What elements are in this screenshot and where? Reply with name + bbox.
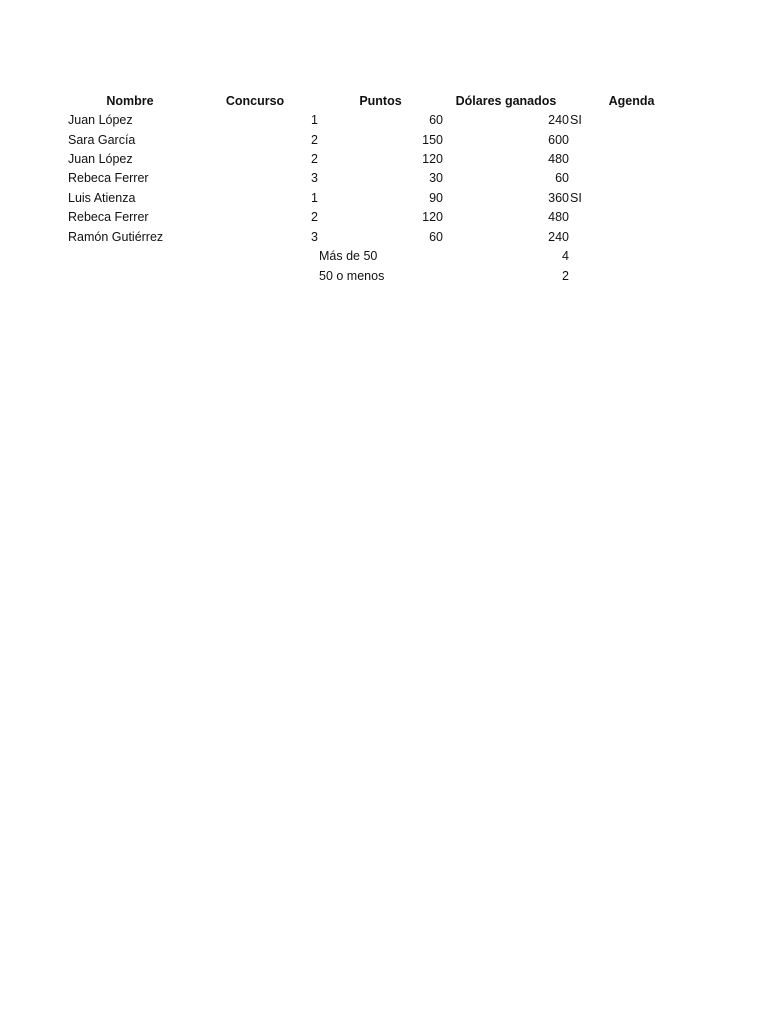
cell-dolares: 240 [548,230,569,244]
cell-agenda [569,207,695,227]
cell-concurso: 1 [311,113,318,127]
summary-label: 50 o menos [319,269,385,283]
header-dolares: Dólares ganados [455,94,557,108]
cell-puntos: 30 [429,171,443,185]
summary-row [0,246,768,266]
cell-dolares: 480 [548,152,569,166]
header-agenda: Agenda [608,94,655,108]
cell-concurso: 2 [311,210,318,224]
header-concurso: Concurso [225,94,285,108]
header-nombre: Nombre [106,94,154,108]
header-puntos: Puntos [359,94,402,108]
summary-value: 4 [562,249,569,263]
cell-agenda: SI [570,113,582,127]
cell-nombre: Sara García [68,133,136,147]
cell-dolares: 360 [548,191,569,205]
cell-agenda: SI [570,191,582,205]
header-row [0,91,768,111]
cell-agenda [569,149,695,169]
summary-value: 2 [562,269,569,283]
cell-puntos: 120 [422,210,443,224]
table-row [0,168,768,188]
cell-dolares: 60 [555,171,569,185]
table-row [0,130,768,150]
cell-puntos: 60 [429,230,443,244]
cell-nombre: Juan López [68,113,133,127]
cell-concurso: 3 [311,230,318,244]
cell-dolares: 600 [548,133,569,147]
cell-agenda [569,168,695,188]
cell-concurso: 3 [311,171,318,185]
summary-row [0,266,768,286]
cell-agenda [569,130,695,150]
summary-label: Más de 50 [319,249,378,263]
cell-puntos: 150 [422,133,443,147]
cell-dolares: 240 [548,113,569,127]
cell-concurso: 2 [311,152,318,166]
cell-nombre: Ramón Gutiérrez [68,230,164,244]
cell-concurso: 2 [311,133,318,147]
cell-nombre: Juan López [68,152,133,166]
cell-nombre: Rebeca Ferrer [68,210,149,224]
cell-agenda [569,227,695,247]
table-row [0,188,768,208]
table-row [0,207,768,227]
cell-puntos: 90 [429,191,443,205]
table-row [0,149,768,169]
cell-nombre: Luis Atienza [68,191,136,205]
cell-dolares: 480 [548,210,569,224]
cell-nombre: Rebeca Ferrer [68,171,149,185]
cell-concurso: 1 [311,191,318,205]
table-row [0,227,768,247]
cell-puntos: 120 [422,152,443,166]
table-row [0,110,768,130]
cell-puntos: 60 [429,113,443,127]
